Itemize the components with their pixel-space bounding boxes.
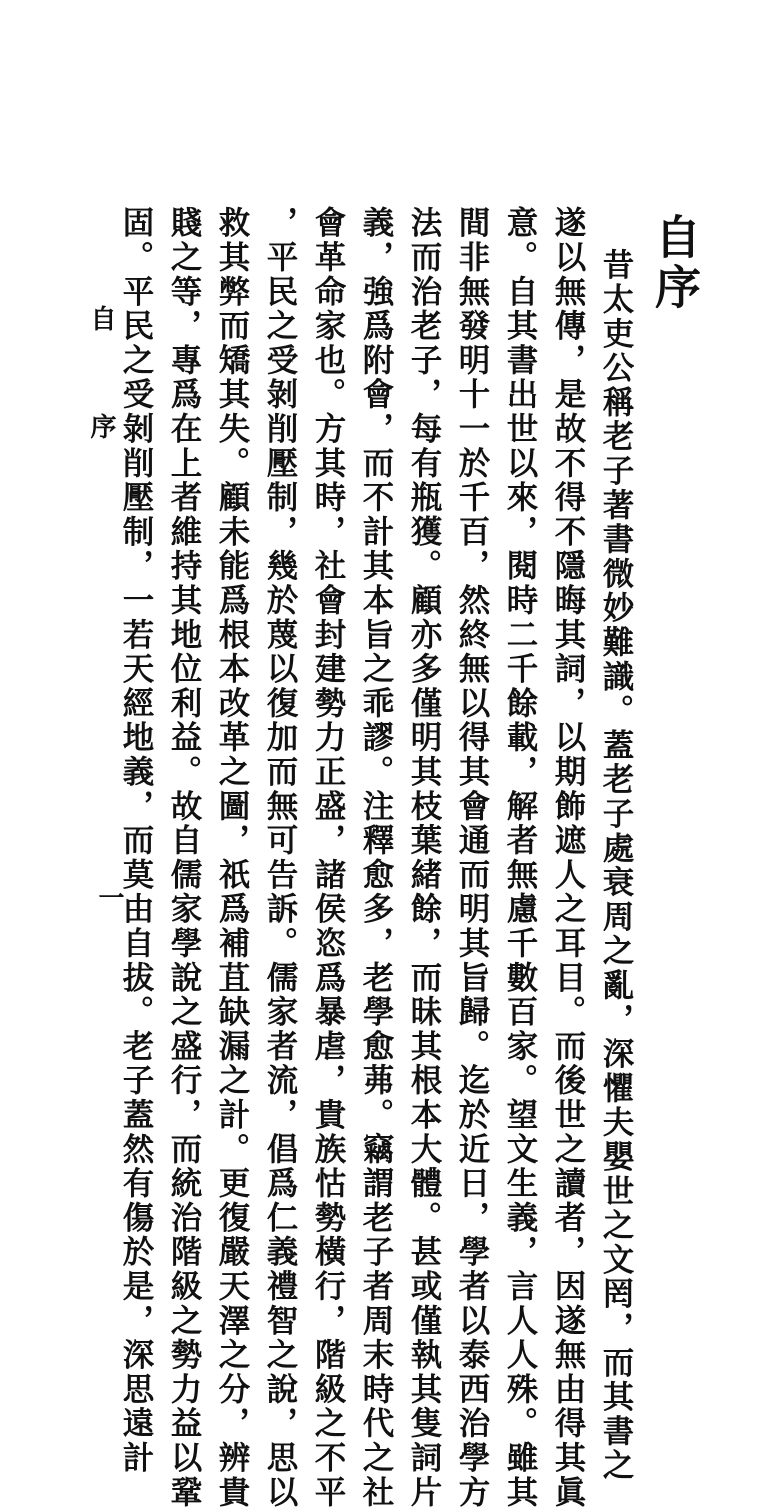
text-column-8: ，平民之受剝削壓制，幾於蔑以復加而無可告訴。儒家者流，倡爲仁義禮智之說，思以 [262, 206, 299, 1509]
text-column-5: 法而治老子，每有瓶獲。顧亦多僅明其枝葉緒餘，而昧其根本大體。甚或僅執其隻詞片 [406, 206, 443, 1509]
chapter-title: 自序 [648, 213, 702, 313]
text-column-7: 會革命家也。方其時，社會封建勢力正盛，諸侯恣爲暴虐，貴族怙勢橫行，階級之不平 [310, 206, 347, 1509]
page-number: 一 [94, 884, 124, 910]
text-column-3: 意。自其書出世以來，閱時二千餘載，解者無慮千數百家。望文生義，言人人殊。雖其 [502, 206, 539, 1509]
text-column-10: 賤之等，專爲在上者維持其地位利益。故自儒家學說之盛行，而統治階級之勢力益以鞏 [166, 206, 203, 1509]
text-column-2: 遂以無傳，是故不得不隱晦其詞，以期飾遮人之耳目。而後世之讀者，因遂無由得其眞 [550, 206, 587, 1509]
text-column-6: 義，強爲附會，而不計其本旨之乖謬。注釋愈多，老學愈茀。竊謂老子者周末時代之社 [358, 206, 395, 1509]
running-header: 自 序 [86, 305, 116, 465]
text-column-4: 間非無發明十一於千百，然終無以得其會通而明其旨歸。迄於近日，學者以泰西治學方 [454, 206, 491, 1509]
text-column-1: 昔太吏公稱老子著書微妙難識。蓋老子處衰周之亂，深懼夫嬰世之文罔，而其書之 [598, 248, 635, 1483]
text-column-11: 固。平民之受剝削壓制，一若天經地義，而莫由自拔。老子蓋然有傷於是，深思遠計 [118, 206, 155, 1476]
text-column-9: 救其弊而矯其失。顧未能爲根本改革之圖，祇爲補苴缺漏之計。更復嚴天澤之分，辨貴 [214, 206, 251, 1509]
